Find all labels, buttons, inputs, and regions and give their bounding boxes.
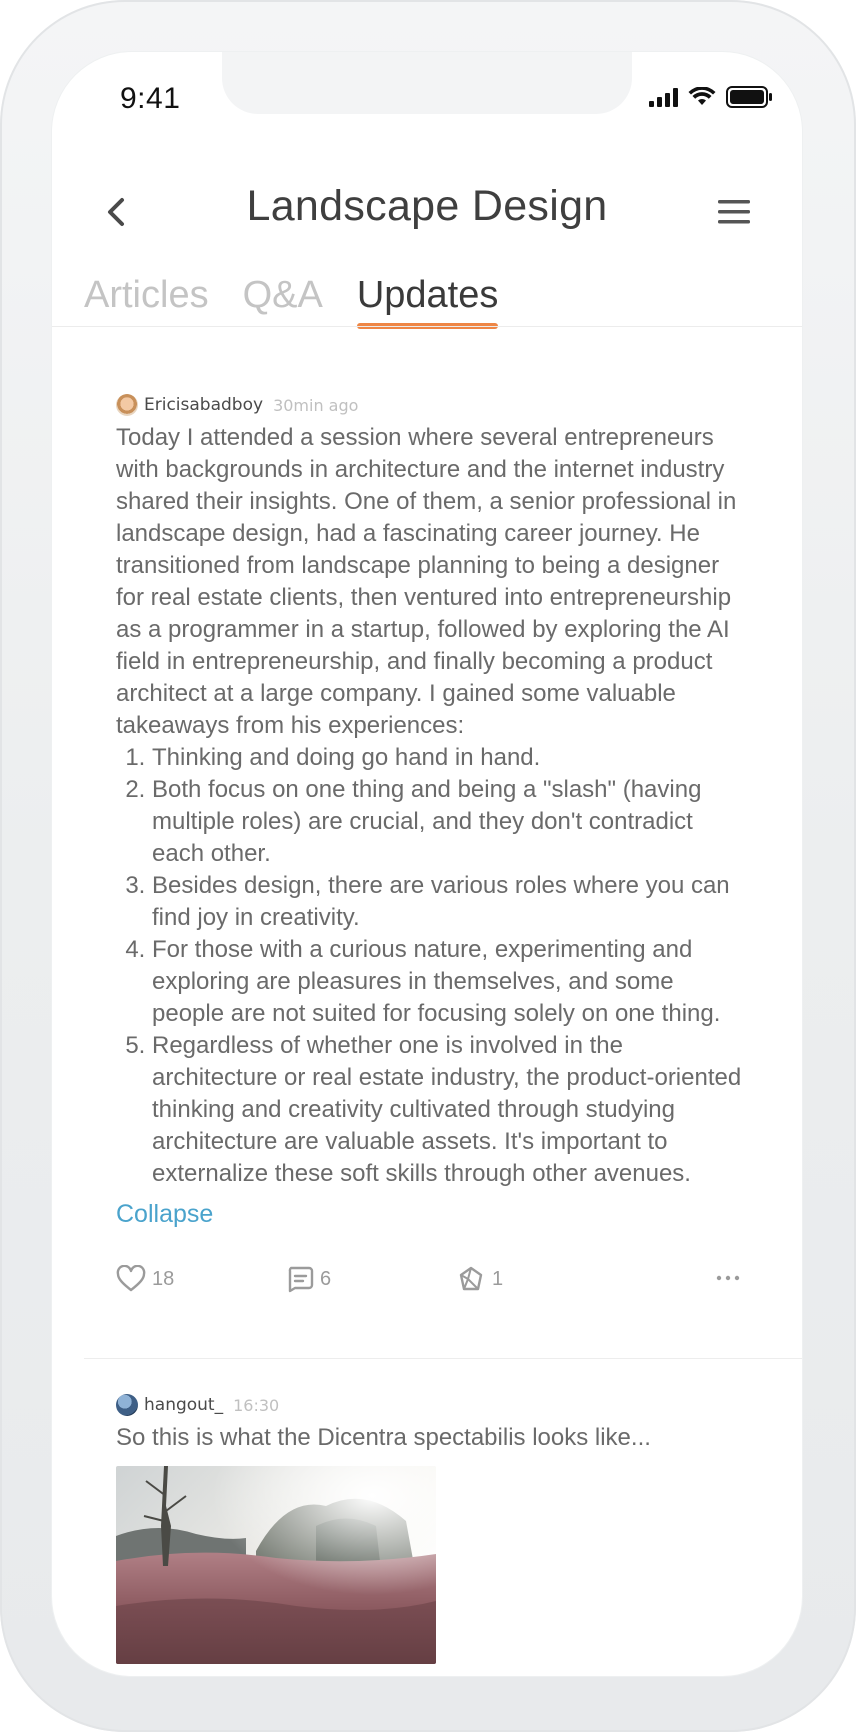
list-item: 3. Besides design, there are various roles where you can find joy in creativity. <box>152 870 746 934</box>
list-item: 1. Thinking and doing go hand in hand. <box>152 742 746 774</box>
page-title: Landscape Design <box>246 182 608 230</box>
post-header <box>116 1394 746 1416</box>
landscape-photo <box>116 1466 436 1664</box>
comment-button[interactable] <box>286 1265 456 1293</box>
signal-icon <box>649 87 678 107</box>
tabs-divider <box>52 326 802 327</box>
list-item: 2. Both focus on one thing and being a "slash" (having multiple roles) are crucial, and they don't contradict each other. <box>152 774 746 870</box>
takeaways-list <box>116 742 746 1190</box>
app-screen <box>52 52 802 1676</box>
tab-qa[interactable]: Q&A <box>242 274 323 316</box>
author-name[interactable]: Ericisabadboy <box>144 395 264 415</box>
avatar[interactable] <box>116 1394 138 1416</box>
like-count: 18 <box>152 1267 175 1290</box>
device-notch <box>222 52 632 114</box>
avatar[interactable] <box>116 394 138 416</box>
wifi-icon <box>688 87 716 107</box>
post-intro: Today I attended a session where several entrepreneurs with backgrounds in architecture and the internet industry shared their insights. One of them, a senior professional in landscape design, had a fascinating career journey. He transitioned from landscape planning to being a designer for real estate clients, then ventured into entrepreneurship as a programmer in a startup, followed by exploring the AI field in entrepreneurship, and finally becoming a product architect at a large company. I gained some valuable takeaways from his experiences: <box>116 424 737 739</box>
battery-icon <box>726 86 772 108</box>
list-item: 5. Regardless of whether one is involved in the architecture or real estate industry, the product-oriented thinking and creativity cultivated through studying architecture are valuable assets. It's important to externalize these soft skills through other avenues. <box>152 1030 746 1190</box>
menu-button[interactable] <box>716 194 752 230</box>
share-icon <box>456 1265 486 1293</box>
like-button[interactable] <box>116 1265 286 1293</box>
post-photo[interactable] <box>116 1466 436 1664</box>
comment-count: 6 <box>320 1267 332 1290</box>
tab-updates[interactable]: Updates <box>357 274 499 329</box>
more-dots-icon <box>716 1274 740 1282</box>
post-card <box>116 1394 746 1664</box>
hamburger-menu-icon <box>716 194 752 230</box>
post-time: 30min ago <box>273 395 359 415</box>
heart-icon <box>116 1265 146 1293</box>
post-body: So this is what the Dicentra spectabilis looks like... <box>116 1424 651 1451</box>
status-time: 9:41 <box>120 82 181 115</box>
share-button[interactable] <box>456 1265 503 1293</box>
post-card <box>116 394 746 1299</box>
tab-bar <box>84 274 498 329</box>
status-icons <box>649 86 772 108</box>
nav-bar <box>52 172 802 252</box>
list-item: 4. For those with a curious nature, experimenting and exploring are pleasures in themselves, and some people are not suited for focusing solely on one thing. <box>152 934 746 1030</box>
author-name[interactable]: hangout_ <box>144 1395 224 1415</box>
tab-articles[interactable]: Articles <box>84 274 209 316</box>
collapse-link[interactable]: Collapse <box>116 1200 214 1228</box>
post-body <box>116 422 746 1190</box>
more-options-button[interactable] <box>716 1267 740 1286</box>
post-actions <box>116 1259 746 1299</box>
post-time: 16:30 <box>233 1395 280 1415</box>
share-count: 1 <box>492 1267 504 1290</box>
comment-icon <box>286 1265 314 1293</box>
post-divider <box>84 1358 802 1359</box>
post-header <box>116 394 746 416</box>
